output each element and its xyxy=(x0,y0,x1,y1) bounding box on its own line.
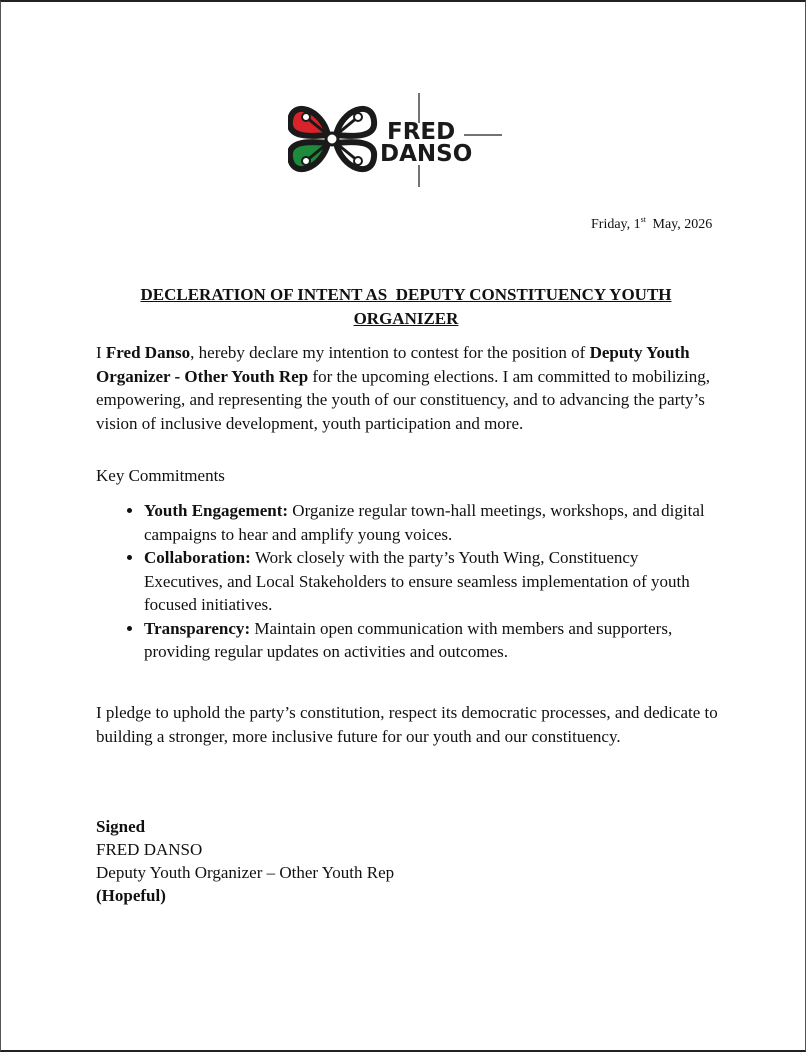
signer-name: FRED DANSO xyxy=(96,840,203,859)
commitment-item: • Youth Engagement: Organize regular town-hall meetings, workshops, and digital campaigns to hear and amplify young voices. xyxy=(144,499,716,546)
logo-line1: FRED xyxy=(387,119,456,145)
signature-block xyxy=(96,815,394,907)
letter-date: Friday, 1st May, 2026 xyxy=(591,215,713,232)
letter-title xyxy=(96,283,716,331)
logo-line2: DANSO xyxy=(380,141,473,167)
signed-label: Signed xyxy=(96,817,146,836)
pledge-paragraph: I pledge to uphold the party’s constitution, respect its democratic processes, and dedicate to building a stronger, more inclusive future for our youth and our constituency. xyxy=(96,703,718,746)
key-commitments-heading: Key Commitments xyxy=(96,466,225,485)
signer-status: (Hopeful) xyxy=(96,886,166,905)
title-line2: ORGANIZER xyxy=(353,309,459,328)
candidate-name: Fred Danso xyxy=(105,343,191,362)
intro-paragraph: I Fred Danso, hereby declare my intention to contest for the position of Deputy Youth Organizer - Other Youth Rep for the upcoming elections. I am committed to mobilizing, empowering, and representing the youth of our constituency, and to advancing the party’s vision of inclusive development, youth participation and more. xyxy=(96,343,710,433)
flower-logo-icon xyxy=(288,93,508,189)
title-line1: DECLERATION OF INTENT AS DEPUTY CONSTITUENCY YOUTH xyxy=(140,285,672,304)
commitment-item: • Transparency: Maintain open communication with members and supporters, providing regular updates on activities and outcomes. xyxy=(144,617,716,664)
fred-danso-logo xyxy=(288,93,508,189)
commitments-list xyxy=(96,499,716,664)
commitment-item: • Collaboration: Work closely with the party’s Youth Wing, Constituency Executives, and Local Stakeholders to ensure seamless implementation of youth focused initiatives. xyxy=(144,546,716,617)
signer-role: Deputy Youth Organizer – Other Youth Rep xyxy=(96,863,395,882)
position-name: Deputy Youth Organizer - Other Youth Rep xyxy=(96,343,690,386)
